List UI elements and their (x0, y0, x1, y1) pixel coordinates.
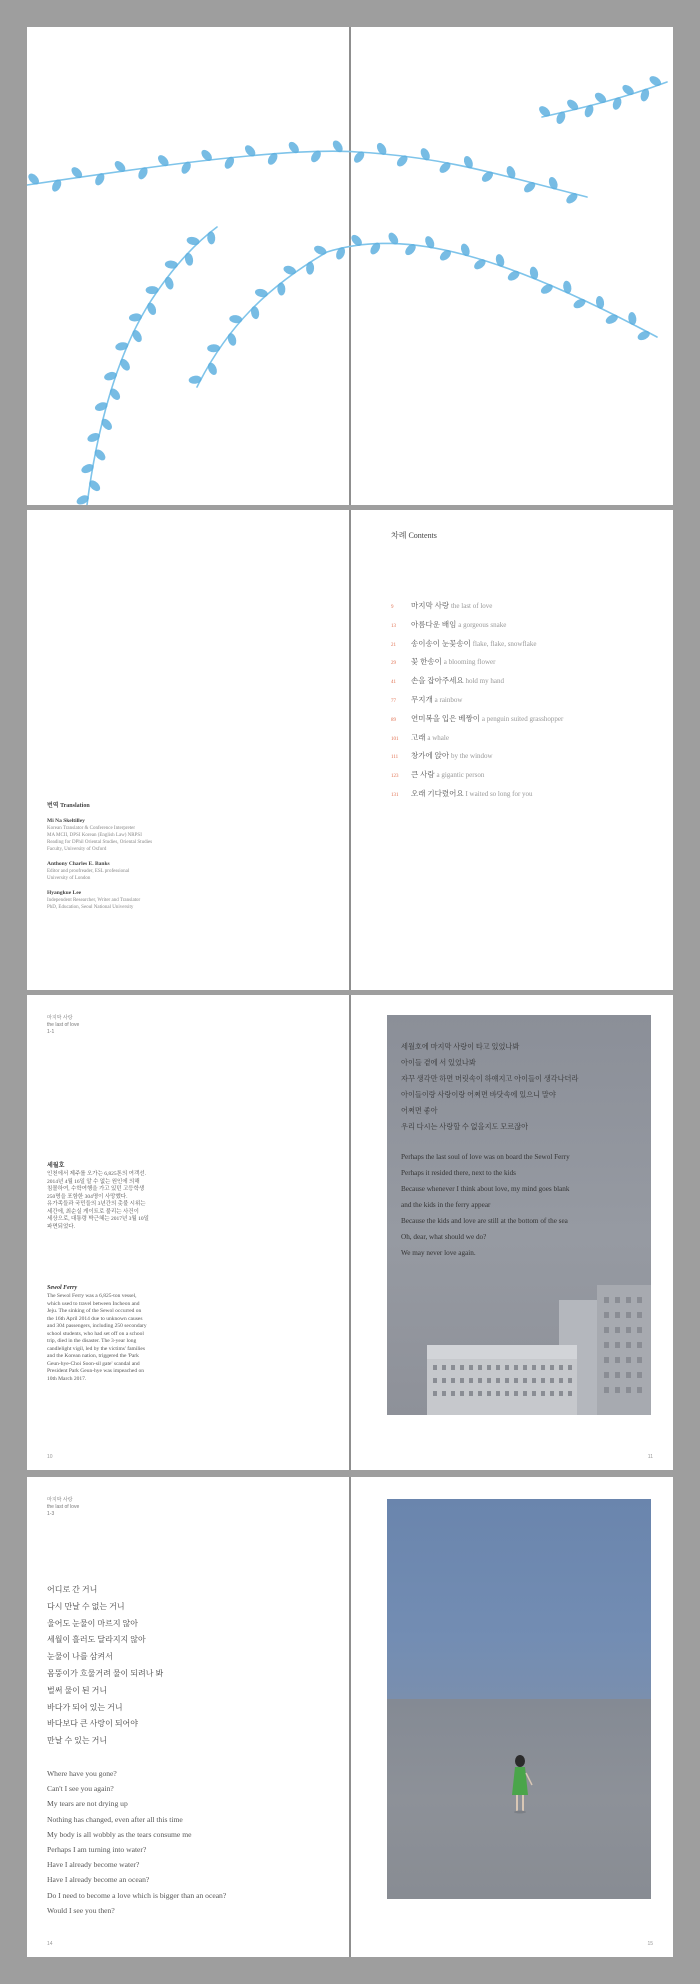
illustration-text-ko (401, 1039, 641, 1135)
toc-title-ko: 큰 사람 (411, 770, 437, 780)
window (505, 1365, 509, 1370)
window (626, 1312, 631, 1318)
window (478, 1378, 482, 1383)
leaf (103, 371, 118, 382)
poem-page (27, 1477, 349, 1957)
leaf (115, 341, 129, 351)
text-line: We may never love again. (401, 1249, 476, 1257)
illustration-text-en (401, 1149, 641, 1261)
girl-illustration (387, 1499, 651, 1899)
crumb-ko: 마지막 사랑 (47, 1015, 73, 1021)
leaf (146, 286, 159, 294)
leaf (627, 312, 637, 326)
text-line: Where have you gone? (47, 1768, 117, 1778)
toc-title-ko: 송이송이 눈꽃송이 (411, 638, 473, 648)
spread-poem (27, 1477, 673, 1957)
window (559, 1378, 563, 1383)
girl-figure (387, 1499, 651, 1899)
text-line: 세상으로, 대통령 박근혜는 2017년 3월 10일 (47, 1216, 149, 1222)
note-title-en: Sewol Ferry (47, 1285, 78, 1291)
illustration-page (351, 995, 673, 1470)
leaf (129, 313, 143, 322)
text-line: and the kids in the ferry appear (401, 1201, 491, 1209)
leaf (313, 244, 328, 257)
toc-title-ko: 연미복을 입은 베짱이 (411, 713, 482, 723)
toc-title-en: a rainbow (434, 695, 463, 704)
window (541, 1391, 545, 1396)
page-number: 15 (647, 1941, 653, 1947)
leaf (282, 264, 297, 276)
note-page (27, 995, 349, 1470)
window (514, 1378, 518, 1383)
page-number: 10 (47, 1454, 53, 1460)
leaf (611, 96, 623, 111)
note-body-en (47, 1293, 182, 1383)
toc-page-number: 29 (391, 661, 396, 667)
window (604, 1342, 609, 1348)
toc-title-ko: 마지막 사랑 (411, 601, 451, 610)
contents-title: 차례 Contents (391, 531, 437, 540)
leaf (555, 110, 567, 125)
credit-name: Anthony Charles E. Banks (47, 861, 110, 867)
crumb-num: 1-1 (47, 1029, 55, 1035)
window (615, 1312, 620, 1318)
toc-title-ko: 아름다운 배임 (411, 619, 459, 629)
window (604, 1312, 609, 1318)
window (604, 1387, 609, 1393)
text-line: Perhaps it resided there, next to the kids (401, 1169, 516, 1177)
toc-page-number: 111 (391, 755, 399, 761)
text-line: Geun-hye-Choi Soon-sil gate' scandal and (47, 1360, 140, 1367)
toc-title-ko: 고래 (411, 732, 428, 742)
vine-stem (87, 227, 217, 505)
toc-item (391, 788, 563, 807)
text-line: My tears are not drying up (47, 1799, 128, 1809)
leaf (494, 253, 505, 268)
credits-page (27, 510, 349, 990)
credit-line: Korean Translator & Conference Interpreter (47, 826, 136, 831)
leaf (188, 375, 202, 385)
poem (47, 1582, 226, 1918)
toc-title-en: a gigantic person (436, 771, 485, 780)
sewol-illustration (387, 1015, 651, 1415)
window (496, 1378, 500, 1383)
toc-item (391, 675, 563, 694)
window (615, 1357, 620, 1363)
text-line: 파면되었다. (47, 1223, 75, 1230)
window (487, 1391, 491, 1396)
text-line: 2014년 4월 16일 알 수 없는 원인에 의해 (47, 1178, 140, 1185)
toc-title-en: I waited so long for you (465, 789, 533, 798)
toc-item (391, 656, 563, 675)
leaf (636, 329, 651, 342)
text-line: 인천에서 제주를 오가는 6,825톤의 여객선. (47, 1171, 146, 1177)
table-of-contents (391, 600, 563, 807)
window (487, 1378, 491, 1383)
credit-name: Hyangkue Lee (47, 890, 82, 896)
text-line: 10th March 2017. (47, 1375, 87, 1382)
window (469, 1391, 473, 1396)
breadcrumb (47, 1497, 79, 1518)
leaf (254, 288, 269, 299)
window (532, 1391, 536, 1396)
toc-title-en: a penguin suited grasshopper (481, 714, 564, 723)
window (568, 1378, 572, 1383)
window (626, 1357, 631, 1363)
toc-title-en: flake, flake, snowflake (472, 639, 537, 648)
window (637, 1387, 642, 1393)
text-line: 바다가 되어 있는 거니 (47, 1702, 123, 1712)
text-line: Because the kids and love are still at the bottom of the sea (401, 1217, 568, 1225)
credit-2 (47, 860, 247, 882)
text-line: 자꾸 생각만 하면 머릿속이 하얘지고 아이들이 생각나더라 (401, 1075, 579, 1083)
credit-3 (47, 889, 247, 911)
leaf (505, 165, 517, 180)
window (523, 1365, 527, 1370)
toc-page-number: 41 (391, 680, 396, 686)
text-line: which used to travel between Incheon and (47, 1300, 140, 1307)
toc-item (391, 600, 563, 619)
window (615, 1372, 620, 1378)
window (568, 1365, 572, 1370)
window (541, 1365, 545, 1370)
window (615, 1327, 620, 1333)
window (442, 1378, 446, 1383)
window (478, 1391, 482, 1396)
credits-title: 번역 Translation (47, 803, 90, 809)
window (637, 1297, 642, 1303)
toc-item (391, 619, 563, 638)
note-korean (47, 1160, 182, 1231)
text-line: school students, who had set off on a school (47, 1330, 144, 1337)
spread-contents (27, 510, 673, 990)
window (478, 1365, 482, 1370)
credit-line: Editor and proofreader, ESL professional (47, 869, 130, 874)
leaf (639, 88, 650, 103)
translation-credits (47, 800, 247, 918)
toc-page-number: 21 (391, 642, 396, 648)
toc-title-en: a whale (427, 733, 449, 742)
window (604, 1372, 609, 1378)
window (532, 1378, 536, 1383)
leaf (184, 252, 194, 266)
leaf (562, 280, 572, 294)
text-line: Can't I see you again? (47, 1784, 114, 1794)
window (460, 1365, 464, 1370)
leaf (229, 314, 243, 323)
window (496, 1365, 500, 1370)
window (604, 1327, 609, 1333)
text-line: Perhaps the last soul of love was on board the Sewol Ferry (401, 1153, 570, 1161)
text-line: Nothing has changed, even after all this time (47, 1814, 183, 1824)
leaf (250, 306, 260, 320)
window (505, 1391, 509, 1396)
text-line: 다시 만날 수 없는 거니 (47, 1601, 125, 1611)
note-title-ko: 세월호 (47, 1163, 65, 1169)
note-body-ko (47, 1171, 182, 1231)
text-line: 세월호에 마지막 사랑이 타고 있었나봐 (401, 1043, 520, 1051)
window (451, 1365, 455, 1370)
credit-line: Reading for DPhil Oriental Studies, Oriental Studies (47, 840, 153, 845)
window (442, 1391, 446, 1396)
text-line: 우리 다시는 사랑할 수 없을지도 모르잖아 (401, 1123, 529, 1131)
window (514, 1391, 518, 1396)
window (550, 1365, 554, 1370)
leaf (163, 276, 175, 291)
credit-line: Independent Researcher, Writer and Translator (47, 898, 141, 903)
toc-title-ko: 손을 잡아주세요 (411, 676, 466, 686)
text-line: 세간에, 최순실 게이트로 불리는 사건이 (47, 1208, 139, 1215)
text-line: 어쩌면 좋아 (401, 1107, 438, 1115)
spread-cover (27, 27, 673, 505)
crumb-en: the last of love (47, 1504, 80, 1510)
toc-page-number: 13 (391, 623, 396, 629)
leaf (206, 361, 219, 376)
vine-stem (27, 151, 587, 197)
toc-page-number: 77 (391, 698, 396, 704)
window (637, 1312, 642, 1318)
toc-title-en: hold my hand (465, 677, 504, 686)
window (514, 1365, 518, 1370)
leaf-vine-illustration (27, 27, 673, 505)
text-line: 침몰하여, 수학여행을 가고 있던 고등학생 (47, 1186, 145, 1192)
window (604, 1357, 609, 1363)
window (626, 1342, 631, 1348)
text-line: 울어도 눈물이 마르지 않아 (47, 1618, 139, 1628)
toc-page-number: 131 (391, 792, 399, 798)
credit-line: MA MCII, DPSI Korean (English Law) NRPSI (47, 833, 142, 838)
window (541, 1378, 545, 1383)
window (637, 1372, 642, 1378)
crumb-num: 1-3 (47, 1511, 55, 1517)
window (626, 1387, 631, 1393)
page-number: 11 (647, 1454, 653, 1460)
text-line: and 304 passengers, including 250 secondary (47, 1323, 147, 1329)
crumb-ko: 마지막 사랑 (47, 1497, 73, 1503)
toc-title-ko: 창가에 앉아 (411, 751, 451, 761)
window (460, 1378, 464, 1383)
crumb-en: the last of love (47, 1022, 80, 1028)
leaf (145, 301, 157, 316)
window (433, 1378, 437, 1383)
window (604, 1297, 609, 1303)
text-line: 아이들이랑 사랑이랑 어쩌면 바닷속에 있으니 말야 (401, 1091, 556, 1099)
leaf (459, 242, 471, 257)
text-line: 만날 수 있는 거니 (47, 1736, 108, 1746)
window (532, 1365, 536, 1370)
text-line: 몸뚱이가 흐물거려 물이 되려나 봐 (47, 1668, 164, 1678)
text-line: and the Korean nation, triggered the 'Park (47, 1353, 139, 1359)
credit-name: Mi Na Skeltilley (47, 818, 85, 824)
window (487, 1365, 491, 1370)
credit-1 (47, 817, 247, 853)
window (615, 1387, 620, 1393)
girl-illustration-page (351, 1477, 673, 1957)
toc-page-number: 123 (391, 774, 399, 780)
text-line: trip, died in the disaster. The 3-year long (47, 1338, 137, 1344)
text-line: 아이들 곁에 서 있었나봐 (401, 1059, 476, 1067)
window (626, 1372, 631, 1378)
window (469, 1365, 473, 1370)
text-line: Jeju. The sinking of the Sewol occurred on (47, 1308, 142, 1314)
window (626, 1327, 631, 1333)
text-line: Because whenever I think about love, my mind goes blank (401, 1185, 570, 1193)
text-line: Oh, dear, what should we do? (401, 1233, 487, 1241)
toc-title-ko: 꽃 한송이 (411, 657, 444, 667)
toc-title-en: a gorgeous snake (458, 620, 507, 629)
text-line: 어디로 간 거니 (47, 1585, 98, 1594)
window (523, 1391, 527, 1396)
credit-line: University of London (47, 876, 91, 881)
text-line: 250명을 포함한 304명이 사망했다. (47, 1193, 128, 1200)
window (451, 1391, 455, 1396)
text-line: 유가족들과 국민들의 3년간의 촛불 시위는 (47, 1201, 146, 1207)
text-line: President Park Geun-hye was impeached on (47, 1368, 144, 1374)
credit-line: PhD, Education, Seoul National University (47, 905, 134, 910)
window (469, 1378, 473, 1383)
credit-line: Faculty, University of Oxford (47, 847, 107, 852)
text-line: My body is all wobbly as the tears consume me (47, 1829, 192, 1839)
contents-page (351, 510, 673, 990)
leaf (547, 176, 559, 191)
toc-item (391, 732, 563, 751)
poem-english (47, 1766, 226, 1918)
window (442, 1365, 446, 1370)
illustration-text (401, 1039, 641, 1261)
window (615, 1297, 620, 1303)
text-line: candlelight vigil, led by the victims' families (47, 1345, 145, 1352)
toc-title-ko: 오래 기다렸어요 (411, 788, 466, 798)
window (559, 1365, 563, 1370)
leaf (164, 260, 178, 269)
text-line: 벌써 물이 된 거니 (47, 1685, 108, 1695)
window (626, 1297, 631, 1303)
window (496, 1391, 500, 1396)
text-line: Would I see you then? (47, 1905, 115, 1915)
spread-sewol (27, 995, 673, 1470)
text-line: 세월이 흘러도 달라지지 않아 (47, 1635, 146, 1645)
window (433, 1365, 437, 1370)
window (637, 1357, 642, 1363)
text-line: Have I already become an ocean? (47, 1875, 150, 1885)
toc-item (391, 713, 563, 732)
breadcrumb (47, 1015, 79, 1036)
leaf (595, 295, 605, 309)
window (637, 1327, 642, 1333)
leaf (529, 266, 540, 280)
toc-item (391, 694, 563, 713)
window (550, 1391, 554, 1396)
page-number: 14 (47, 1941, 53, 1947)
window (433, 1391, 437, 1396)
toc-title-en: the last of love (450, 602, 493, 610)
text-line: The Sewol Ferry was a 6,825-ton vessel, (47, 1293, 137, 1299)
leaf (226, 332, 237, 347)
toc-title-en: a blooming flower (443, 658, 496, 667)
window (505, 1378, 509, 1383)
toc-title-en: by the window (450, 752, 493, 761)
note-english (47, 1285, 182, 1383)
window (559, 1391, 563, 1396)
vine-stem (197, 243, 657, 387)
toc-page-number: 89 (391, 717, 396, 723)
window (615, 1342, 620, 1348)
leaf (583, 104, 595, 119)
toc-title-ko: 무지개 (411, 694, 435, 704)
toc-page-number: 9 (391, 605, 394, 610)
leaf (186, 236, 200, 247)
window (523, 1378, 527, 1383)
window (550, 1378, 554, 1383)
toc-item (391, 638, 563, 657)
poem-korean (47, 1582, 226, 1750)
window (460, 1391, 464, 1396)
window (637, 1342, 642, 1348)
text-line: the 16th April 2014 due to unknown causes (47, 1315, 143, 1322)
text-line: 바다보다 큰 사랑이 되어야 (47, 1719, 139, 1729)
text-line: 눈물이 나를 삼켜서 (47, 1652, 113, 1662)
toc-item (391, 750, 563, 769)
window (451, 1378, 455, 1383)
text-line: Do I need to become a love which is bigger than an ocean? (47, 1890, 227, 1900)
window (568, 1391, 572, 1396)
text-line: Have I already become water? (47, 1860, 140, 1870)
toc-page-number: 101 (391, 736, 399, 742)
leaf (94, 401, 109, 413)
toc-item (391, 769, 563, 788)
text-line: Perhaps I am turning into water? (47, 1844, 147, 1854)
